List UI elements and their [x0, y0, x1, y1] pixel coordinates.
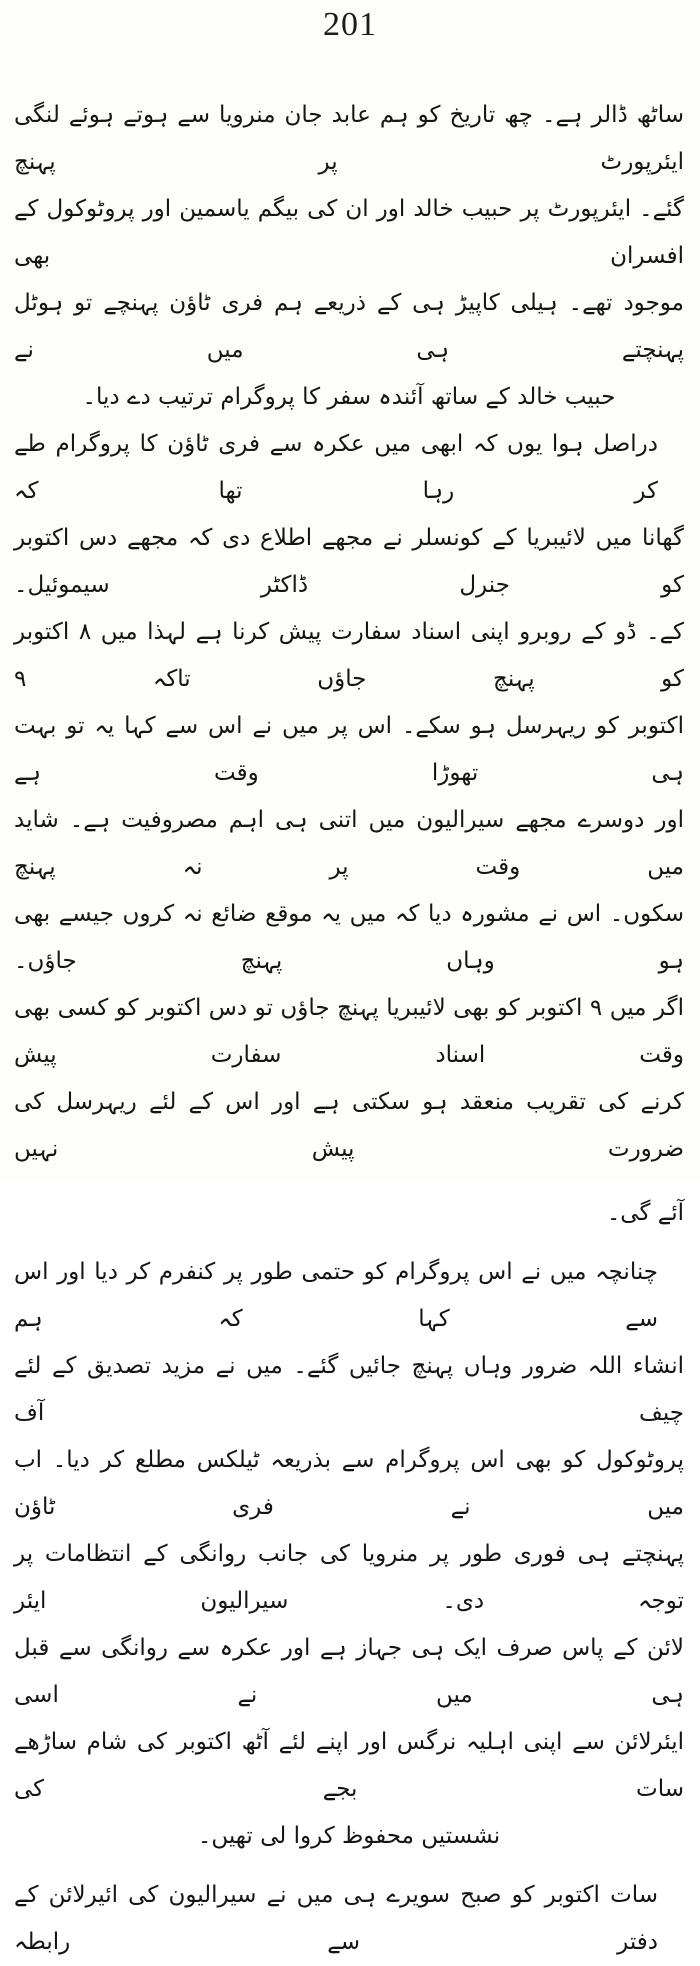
text-line: دراصل ہوا یوں کہ ابھی میں عکرہ سے فری ٹاؤن کا پروگرام طے کر رہا تھا کہ: [14, 431, 658, 504]
text-line: آئے گی۔: [606, 1200, 684, 1226]
text-block: [0, 92, 700, 1966]
text-line: اکتوبر کو ریہرسل ہو سکے۔ اس پر میں نے اس سے کہا یہ تو بہت ہی تھوڑا وقت ہے: [14, 713, 684, 786]
text-line: سات اکتوبر کو صبح سویرے ہی میں نے سیرالیون کی ائیرلائن کے دفتر سے رابطہ: [14, 1882, 658, 1955]
text-line: حبیب خالد کے ساتھ آئندہ سفر کا پروگرام ترتیب دے دیا۔: [82, 384, 616, 410]
text-line: اگر میں ۹ اکتوبر کو بھی لائیبریا پہنچ جاؤں تو دس اکتوبر کو کسی بھی وقت اسناد سفارت پیش: [14, 995, 684, 1068]
page-number: 201: [323, 6, 377, 43]
book-page: [0, 6, 700, 1955]
text-line: انشاء اللہ ضرور وہاں پہنچ جائیں گئے۔ میں نے مزید تصدیق کے لئے چیف آف: [14, 1353, 684, 1426]
text-line: پروٹوکول کو بھی اس پروگرام سے بذریعہ ٹیلکس مطلع کر دیا۔ اب میں نے فری ٹاؤن: [14, 1447, 684, 1520]
text-line: گھانا میں لائیبریا کے کونسلر نے مجھے اطلاع دی کہ مجھے دس اکتوبر کو جنرل ڈاکٹر سیموئیل۔: [14, 525, 684, 598]
text-line: کے۔ ڈو کے روبرو اپنی اسناد سفارت پیش کرنا ہے لہذا میں ۸ اکتوبر کو پہنچ جاؤں تاکہ ۹: [14, 619, 684, 692]
text-line: اور دوسرے مجھے سیرالیون میں اتنی ہی اہم مصروفیت ہے۔ شاید میں وقت پر نہ پہنچ: [14, 807, 684, 880]
text-line: گئے۔ ایئرپورٹ پر حبیب خالد اور ان کی بیگم یاسمین اور پروٹوکول کے افسران بھی: [14, 196, 684, 269]
text-line: موجود تھے۔ ہیلی کاپیڑ ہی کے ذریعے ہم فری ٹاؤن پہنچے تو ہوٹل پہنچتے ہی میں نے: [14, 290, 684, 363]
text-line: لائن کے پاس صرف ایک ہی جہاز ہے اور عکرہ سے روانگی سے قبل ہی میں نے اسی: [14, 1635, 684, 1708]
text-line: ایئرلائن سے اپنی اہلیہ نرگس اور اپنے لئے آٹھ اکتوبر کی شام ساڑھے سات بجے کی: [14, 1729, 684, 1802]
text-line: کرنے کی تقریب منعقد ہو سکتی ہے اور اس کے لئے ریہرسل کی ضرورت پیش نہیں: [14, 1089, 684, 1162]
text-line: پہنچتے ہی فوری طور پر منرویا کی جانب روانگی کے انتظامات پر توجہ دی۔ سیرالیون ایئر: [14, 1541, 684, 1614]
text-line: چنانچہ میں نے اس پروگرام کو حتمی طور پر کنفرم کر دیا اور اس سے کہا کہ ہم: [14, 1259, 658, 1332]
text-line: سکوں۔ اس نے مشورہ دیا کہ میں یہ موقع ضائع نہ کروں جیسے بھی ہو وہاں پہنچ جاؤں۔: [14, 901, 684, 974]
text-line: ساٹھ ڈالر ہے۔ چھ تاریخ کو ہم عابد جان منرویا سے ہوتے ہوئے لنگی ایئرپورٹ پر پہنچ: [14, 102, 684, 175]
text-line: نشستیں محفوظ کروا لی تھیں۔: [197, 1823, 501, 1849]
